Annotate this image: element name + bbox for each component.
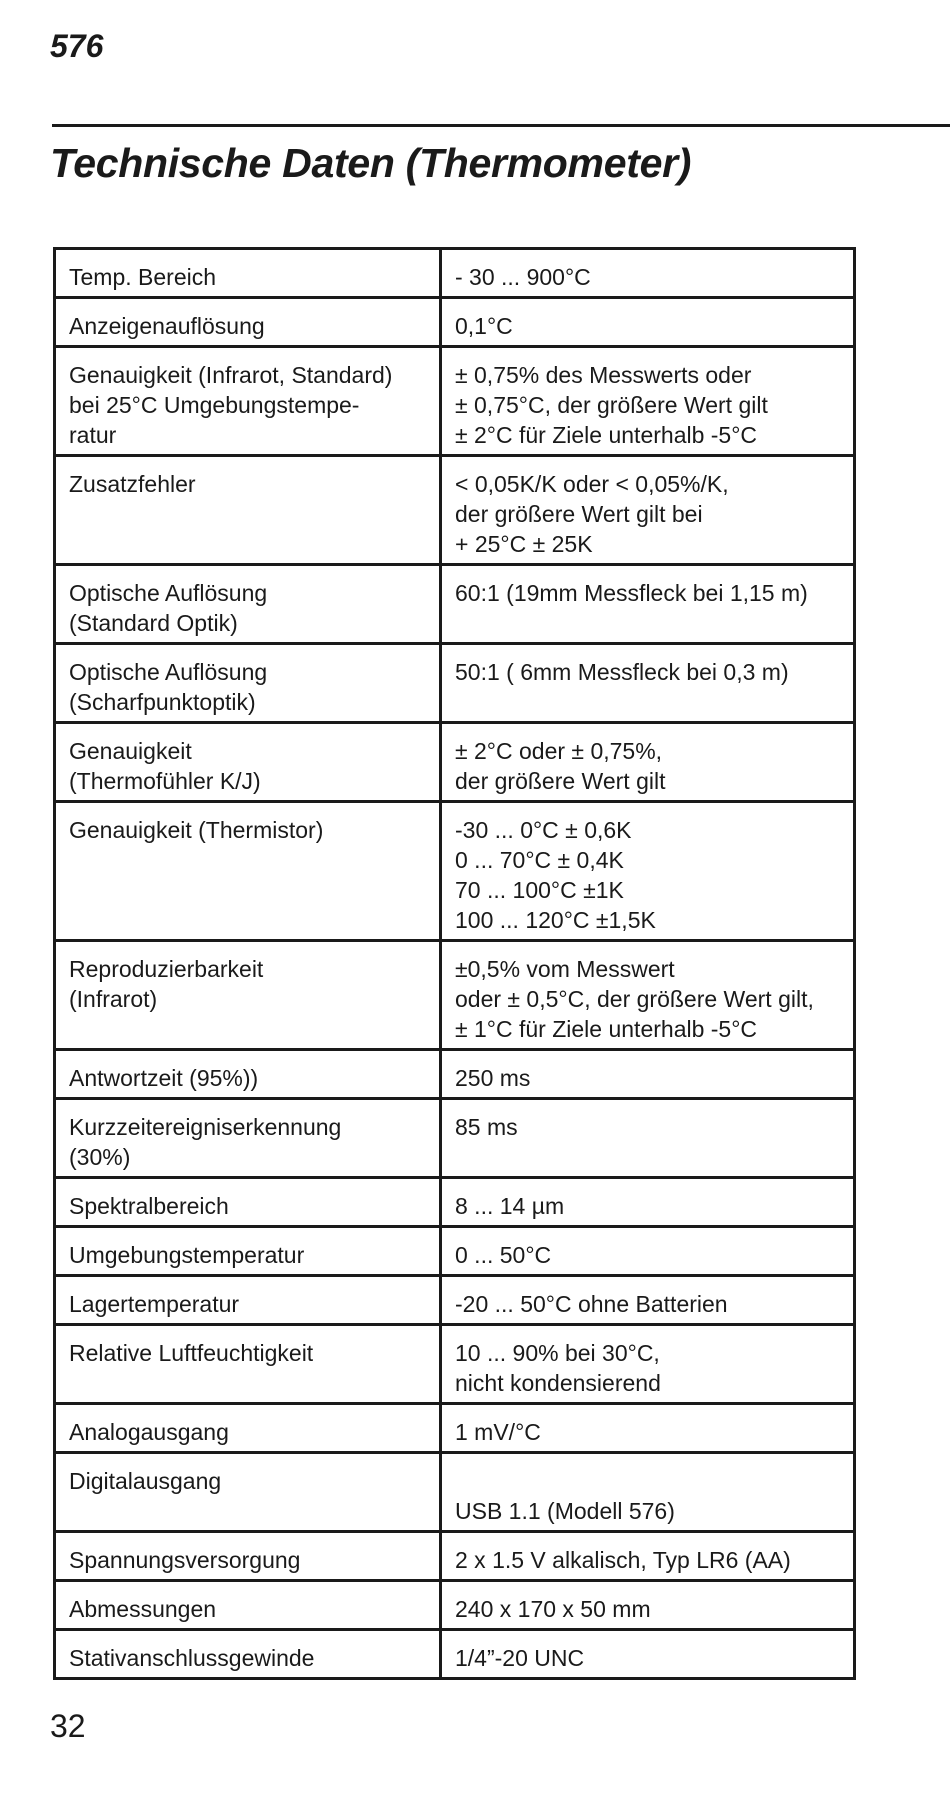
- spec-label-line: Abmessungen: [69, 1596, 217, 1622]
- spec-label-line: Analogausgang: [69, 1419, 229, 1445]
- spec-value-line: 60:1 (19mm Messfleck bei 1,15 m): [455, 580, 808, 606]
- spec-row: [55, 1276, 855, 1325]
- spec-row: [55, 1630, 855, 1679]
- spec-value-line: 240 x 170 x 50 mm: [455, 1596, 651, 1622]
- spec-label-line: Spannungsversorgung: [69, 1547, 301, 1573]
- spec-label-cell: [55, 1227, 441, 1276]
- spec-row: [55, 723, 855, 802]
- spec-value-line: ± 0,75°C, der größere Wert gilt: [455, 392, 768, 418]
- spec-label-line: Spektralbereich: [69, 1193, 229, 1219]
- spec-label-line: Genauigkeit (Thermistor): [69, 817, 324, 843]
- spec-row: [55, 298, 855, 347]
- spec-label-cell: [55, 1325, 441, 1404]
- spec-row: [55, 1404, 855, 1453]
- spec-value-cell: [441, 1099, 855, 1178]
- spec-label-cell: [55, 1581, 441, 1630]
- spec-label-line: Umgebungstemperatur: [69, 1242, 305, 1268]
- spec-row: [55, 1453, 855, 1532]
- spec-label-cell: [55, 1178, 441, 1227]
- spec-value-cell: [441, 1325, 855, 1404]
- spec-label-line: Lagertemperatur: [69, 1291, 240, 1317]
- spec-value-cell: [441, 1630, 855, 1679]
- spec-label-line: (Scharfpunktoptik): [69, 689, 256, 715]
- spec-value-cell: [441, 1581, 855, 1630]
- spec-row: [55, 941, 855, 1050]
- spec-value-cell: [441, 644, 855, 723]
- spec-value-cell: [441, 802, 855, 941]
- page-number: 32: [50, 1708, 86, 1744]
- spec-label-line: ratur: [69, 422, 117, 448]
- spec-value-line: der größere Wert gilt: [455, 768, 666, 794]
- spec-label-line: Optische Auflösung: [69, 580, 268, 606]
- spec-row: [55, 1099, 855, 1178]
- spec-label-line: Genauigkeit (Infrarot, Standard): [69, 362, 393, 388]
- model-number: 576: [50, 28, 104, 64]
- spec-label-line: Relative Luftfeuchtigkeit: [69, 1340, 314, 1366]
- spec-value-line: USB 1.1 (Modell 576): [455, 1498, 675, 1524]
- spec-value-line: 100 ... 120°C ±1,5K: [455, 907, 656, 933]
- spec-label-line: Reproduzierbarkeit: [69, 956, 264, 982]
- spec-value-cell: [441, 456, 855, 565]
- spec-value-cell: [441, 1050, 855, 1099]
- spec-label-line: (Thermofühler K/J): [69, 768, 261, 794]
- spec-label-line: Zusatzfehler: [69, 471, 196, 497]
- spec-label-cell: [55, 802, 441, 941]
- spec-value-line: 0 ... 70°C ± 0,4K: [455, 847, 624, 873]
- spec-label-cell: [55, 723, 441, 802]
- spec-table-body: [55, 249, 855, 1679]
- spec-value-line: ±0,5% vom Messwert: [455, 956, 675, 982]
- spec-value-cell: [441, 249, 855, 298]
- spec-label-line: (Standard Optik): [69, 610, 238, 636]
- spec-row: [55, 802, 855, 941]
- spec-label-cell: [55, 941, 441, 1050]
- spec-value-line: 70 ... 100°C ±1K: [455, 877, 624, 903]
- spec-label-line: bei 25°C Umgebungstempe-: [69, 392, 360, 418]
- spec-row: [55, 644, 855, 723]
- spec-label-cell: [55, 1099, 441, 1178]
- spec-label-cell: [55, 249, 441, 298]
- spec-value-cell: [441, 1404, 855, 1453]
- spec-value-line: ± 0,75% des Messwerts oder: [455, 362, 752, 388]
- spec-label-cell: [55, 1453, 441, 1532]
- spec-value-line: oder ± 0,5°C, der größere Wert gilt,: [455, 986, 814, 1012]
- spec-label-line: Digitalausgang: [69, 1468, 222, 1494]
- spec-value-line: 2 x 1.5 V alkalisch, Typ LR6 (AA): [455, 1547, 791, 1573]
- spec-label-line: Kurzzeitereigniserkennung: [69, 1114, 342, 1140]
- spec-label-line: Anzeigenauflösung: [69, 313, 265, 339]
- spec-label-line: Stativanschlussgewinde: [69, 1645, 315, 1671]
- spec-row: [55, 1227, 855, 1276]
- spec-value-line: der größere Wert gilt bei: [455, 501, 703, 527]
- spec-label-cell: [55, 347, 441, 456]
- spec-value-line: ± 2°C oder ± 0,75%,: [455, 738, 663, 764]
- spec-label-cell: [55, 1276, 441, 1325]
- spec-row: [55, 1532, 855, 1581]
- spec-label-line: (30%): [69, 1144, 131, 1170]
- spec-value-line: 250 ms: [455, 1065, 531, 1091]
- spec-label-cell: [55, 298, 441, 347]
- spec-value-cell: [441, 565, 855, 644]
- spec-label-line: Genauigkeit: [69, 738, 192, 764]
- spec-row: [55, 1050, 855, 1099]
- spec-value-line: 0,1°C: [455, 313, 513, 339]
- spec-row: [55, 565, 855, 644]
- spec-value-cell: [441, 1276, 855, 1325]
- spec-label-line: Antwortzeit (95%)): [69, 1065, 259, 1091]
- spec-label-line: Optische Auflösung: [69, 659, 268, 685]
- spec-row: [55, 1178, 855, 1227]
- spec-row: [55, 1325, 855, 1404]
- spec-value-cell: [441, 298, 855, 347]
- spec-label-cell: [55, 644, 441, 723]
- spec-row: [55, 347, 855, 456]
- spec-value-cell: [441, 1453, 855, 1532]
- spec-value-line: 85 ms: [455, 1114, 518, 1140]
- spec-row: [55, 249, 855, 298]
- spec-value-cell: [441, 723, 855, 802]
- spec-value-line: - 30 ... 900°C: [455, 264, 591, 290]
- spec-label-cell: [55, 1630, 441, 1679]
- spec-label-line: (Infrarot): [69, 986, 158, 1012]
- spec-value-line: 0 ... 50°C: [455, 1242, 552, 1268]
- spec-value-line: -20 ... 50°C ohne Batterien: [455, 1291, 728, 1317]
- spec-value-line: nicht kondensierend: [455, 1370, 661, 1396]
- spec-label-cell: [55, 1404, 441, 1453]
- spec-label-cell: [55, 565, 441, 644]
- spec-row: [55, 456, 855, 565]
- page-title: Technische Daten (Thermometer): [50, 140, 692, 186]
- spec-table: [53, 247, 856, 1680]
- spec-value-cell: [441, 347, 855, 456]
- spec-value-line: 1 mV/°C: [455, 1419, 541, 1445]
- spec-row: [55, 1581, 855, 1630]
- spec-value-cell: [441, 941, 855, 1050]
- spec-label-cell: [55, 1532, 441, 1581]
- spec-value-cell: [441, 1532, 855, 1581]
- spec-value-line: ± 2°C für Ziele unterhalb -5°C: [455, 422, 758, 448]
- spec-value-line: 8 ... 14 µm: [455, 1193, 565, 1219]
- spec-value-cell: [441, 1178, 855, 1227]
- spec-value-line: 1/4”-20 UNC: [455, 1645, 585, 1671]
- spec-value-line: -30 ... 0°C ± 0,6K: [455, 817, 632, 843]
- spec-value-line: 10 ... 90% bei 30°C,: [455, 1340, 660, 1366]
- spec-label-cell: [55, 456, 441, 565]
- spec-label-line: Temp. Bereich: [69, 264, 217, 290]
- spec-label-cell: [55, 1050, 441, 1099]
- spec-value-line: [455, 1466, 841, 1496]
- spec-value-line: + 25°C ± 25K: [455, 531, 593, 557]
- spec-value-line: < 0,05K/K oder < 0,05%/K,: [455, 471, 729, 497]
- spec-value-line: ± 1°C für Ziele unterhalb -5°C: [455, 1016, 758, 1042]
- header-rule: [52, 124, 950, 127]
- spec-value-cell: [441, 1227, 855, 1276]
- spec-value-line: 50:1 ( 6mm Messfleck bei 0,3 m): [455, 659, 789, 685]
